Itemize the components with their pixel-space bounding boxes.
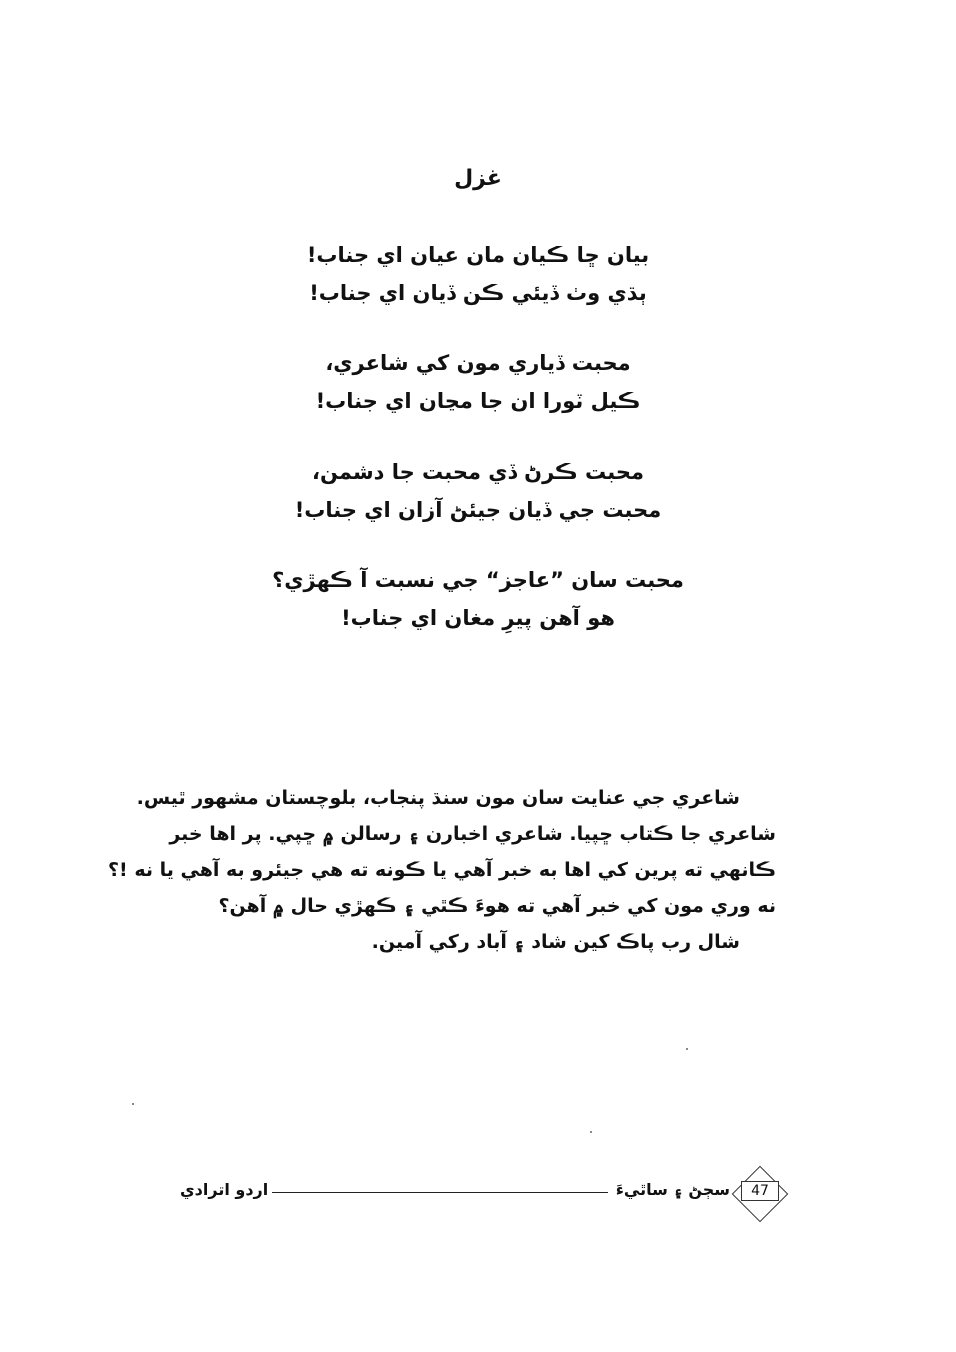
translation-label: اردو اترادي bbox=[180, 1180, 269, 1199]
ghazal-title: غزل bbox=[454, 166, 502, 191]
scan-speck bbox=[686, 1048, 688, 1050]
prose-line: شاعري جي عنايت سان مون سنڌ پنجاب، بلوچستان مشهور ٿيس. bbox=[136, 787, 740, 809]
ghazal-stanza bbox=[0, 344, 956, 420]
prose-line: شال رب پاڪ کين شاد ۽ آباد رکي آمين. bbox=[371, 931, 740, 953]
prose-paragraph bbox=[108, 780, 776, 960]
page-footer bbox=[180, 1170, 780, 1220]
verse-line: محبت سان ”عاجز“ جي نسبت آ ڪهڙي؟ bbox=[272, 568, 684, 592]
verse-line: محبت جي ڏيان جيئڻ آزان اي جناب! bbox=[294, 498, 662, 522]
scan-speck bbox=[132, 1103, 134, 1105]
scan-speck bbox=[590, 1131, 592, 1133]
ghazal-stanza bbox=[0, 453, 956, 529]
book-title: سڄڻ ۽ ساٿيءَ bbox=[615, 1180, 730, 1199]
verse-line: محبت ڪرڻ ڏي محبت جا دشمن، bbox=[312, 460, 644, 484]
prose-line: نه وري مون کي خبر آهي ته هوءَ ڪٿي ۽ ڪهڙي حال ۾ آهن؟ bbox=[218, 895, 776, 917]
page-number: 47 bbox=[741, 1181, 779, 1201]
verse-line: ڪيل ٽورا ان جا مڃان اي جناب! bbox=[315, 389, 641, 413]
verse-line: محبت ڏياري مون کي شاعري، bbox=[325, 351, 631, 375]
verse-line: ٻڌي وٺ ڏيئي ڪن ڏيان اي جناب! bbox=[309, 281, 647, 305]
ghazal-stanza bbox=[0, 236, 956, 312]
verse-line: بيان ڇا ڪيان مان عيان اي جناب! bbox=[306, 243, 650, 267]
ghazal-stanza bbox=[0, 561, 956, 637]
verse-line: هو آهن پيرِ مغان اي جناب! bbox=[341, 606, 615, 630]
footer-divider bbox=[272, 1192, 608, 1193]
prose-line: شاعري جا ڪتاب ڇپيا. شاعري اخبارن ۽ رسالن ۾ ڇپي. پر اها خبر bbox=[169, 823, 776, 845]
prose-line: ڪانهي ته پرين کي اها به خبر آهي يا ڪونه ته هي جيئرو به آهي يا نه !؟ bbox=[108, 859, 776, 881]
